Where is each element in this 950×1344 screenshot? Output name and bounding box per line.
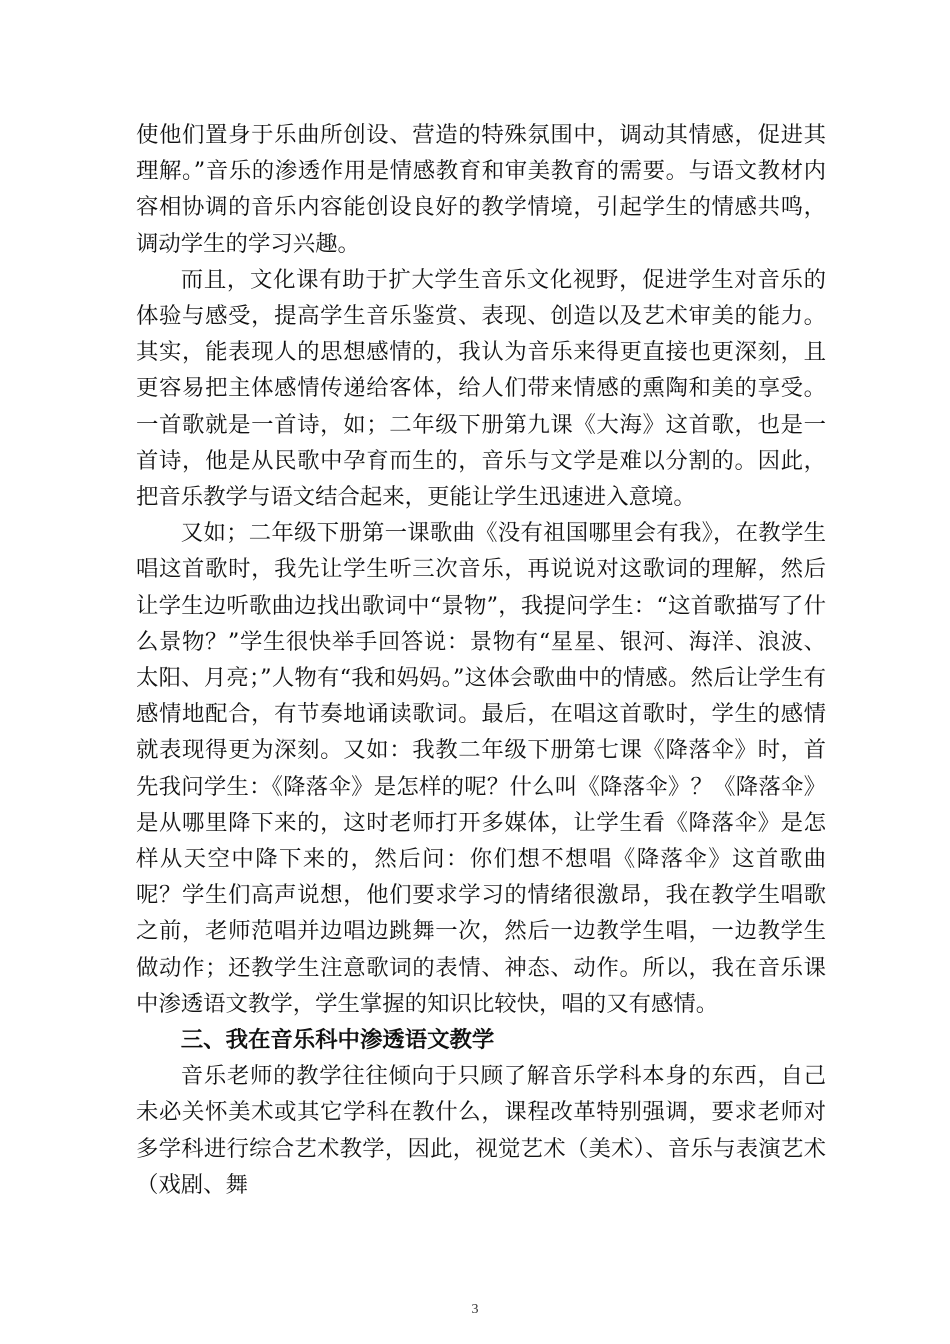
paragraph-4: 音乐老师的教学往往倾向于只顾了解音乐学科本身的东西，自己未必关怀美术或其它学科在教什么，课程改革特别强调，要求老师对多学科进行综合艺术教学，因此，视觉艺术（美术）、音乐与表演艺术（戏剧、舞	[136, 1063, 826, 1198]
section-heading: 三、我在音乐科中渗透语文教学	[180, 1027, 495, 1054]
paragraph-1: 使他们置身于乐曲所创设、营造的特殊氛围中，调动其情感，促进其理解。”音乐的渗透作用是情感教育和审美教育的需要。与语文教材内容相协调的音乐内容能创设良好的教学情境，引起学生的情感共鸣，调动学生的学习兴趣。	[136, 122, 826, 257]
paragraph-2: 而且，文化课有助于扩大学生音乐文化视野，促进学生对音乐的体验与感受，提高学生音乐鉴赏、表现、创造以及艺术审美的能力。其实，能表现人的思想感情的，我认为音乐来得更直接也更深刻，且更容易把主体感情传递给客体，给人们带来情感的熏陶和美的享受。一首歌就是一首诗，如；二年级下册第九课《大海》这首歌，也是一首诗，他是从民歌中孕育而生的，音乐与文学是难以分割的。因此，把音乐教学与语文结合起来，更能让学生迅速进入意境。	[136, 266, 826, 511]
paragraph-3: 又如；二年级下册第一课歌曲《没有祖国哪里会有我》，在教学生唱这首歌时，我先让学生听三次音乐，再说说对这歌词的理解，然后让学生边听歌曲边找出歌词中“景物”，我提问学生：“这首歌描写了什么景物？”学生很快举手回答说：景物有“星星、银河、海洋、浪波、太阳、月亮；”人物有“我和妈妈。”这体会歌曲中的情感。然后让学生有感情地配合，有节奏地诵读歌词。最后，在唱这首歌时，学生的感情就表现得更为深刻。又如：我教二年级下册第七课《降落伞》时，首先我问学生：《降落伞》是怎样的呢？什么叫《降落伞》？《降落伞》是从哪里降下来的，这时老师打开多媒体，让学生看《降落伞》是怎样从天空中降下来的，然后问：你们想不想唱《降落伞》这首歌曲呢？学生们高声说想，他们要求学习的情绪很激昂，我在教学生唱歌之前，老师范唱并边唱边跳舞一次，然后一边教学生唱，一边教学生做动作；还教学生注意歌词的表情、神态、动作。所以，我在音乐课中渗透语文教学，学生掌握的知识比较快，唱的又有感情。	[136, 520, 826, 1017]
page-number: 3	[471, 1302, 479, 1317]
document-body	[136, 117, 826, 1203]
